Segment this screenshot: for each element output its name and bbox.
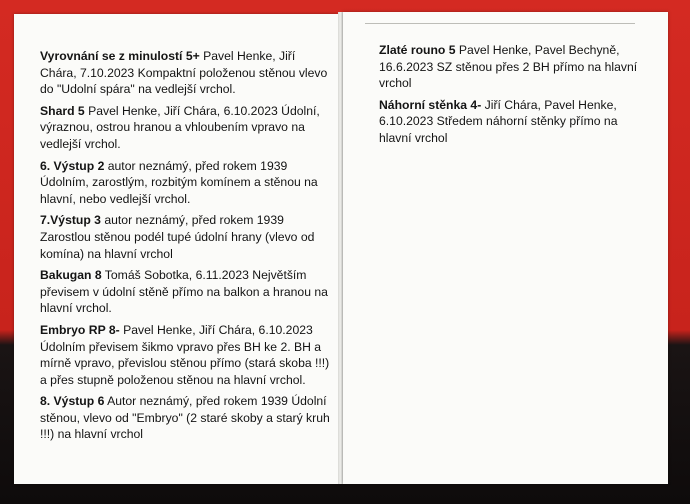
route-list-left bbox=[40, 48, 332, 448]
route-entry bbox=[40, 322, 332, 388]
route-name: Embryo RP 8- bbox=[40, 322, 120, 337]
route-name: 8. Výstup 6 bbox=[40, 394, 105, 409]
route-entry bbox=[40, 393, 332, 443]
route-description: Tomáš Sobotka, 6.11.2023 Největším převisem v údolní stěně přímo na balkon a hranou na hlavní vrchol. bbox=[40, 268, 328, 316]
route-name: 6. Výstup 2 bbox=[40, 158, 105, 173]
route-entry bbox=[40, 212, 332, 262]
route-list-right bbox=[379, 42, 649, 152]
route-name: Bakugan 8 bbox=[40, 268, 102, 283]
route-name: Zlaté rouno 5 bbox=[379, 43, 456, 57]
route-entry bbox=[379, 97, 649, 147]
left-page bbox=[14, 14, 338, 484]
page-top-rule bbox=[365, 23, 635, 24]
route-description: Pavel Henke, Jiří Chára, 6.10.2023 Údolní, výraznou, ostrou hranou a vhloubením vpravo na vedlejší vrchol. bbox=[40, 103, 320, 151]
route-entry bbox=[40, 267, 332, 317]
route-name: Shard 5 bbox=[40, 103, 85, 118]
route-description: Autor neznámý, před rokem 1939 Údolní stěnou, vlevo od "Embryo" (2 staré skoby a starý kruh !!!) na hlavní vrchol bbox=[40, 394, 330, 442]
route-entry bbox=[379, 42, 649, 92]
route-entry bbox=[40, 48, 332, 98]
route-description: Pavel Henke, Pavel Bechyně, 16.6.2023 SZ stěnou přes 2 BH přímo na hlavní vrchol bbox=[379, 43, 638, 91]
route-name: 7.Výstup 3 bbox=[40, 213, 101, 228]
route-name: Náhorní stěnka 4- bbox=[379, 97, 482, 112]
route-entry bbox=[40, 158, 332, 208]
route-description: Pavel Henke, Jiří Chára, 6.10.2023 Údolním převisem šikmo vpravo přes BH ke 2. BH a mírně vpravo, převislou stěnou přímo (stará skoba !!!) a přes stupně položenou stěnou na hlavní vrchol. bbox=[40, 322, 330, 387]
right-page bbox=[343, 12, 668, 484]
route-description: autor neznámý, před rokem 1939 Zarostlou stěnou podél tupé údolní hrany (vlevo od komína) na hlavní vrchol bbox=[40, 213, 315, 261]
route-name: Vyrovnání se z minulostí 5+ bbox=[40, 49, 200, 63]
route-entry bbox=[40, 103, 332, 153]
route-description: Pavel Henke, Jiří Chára, 7.10.2023 Kompaktní položenou stěnou vlevo do "Udolní spára" na vedlejší vrchol. bbox=[40, 49, 328, 97]
route-description: autor neznámý, před rokem 1939 Údolním, zarostlým, rozbitým komínem a stěnou na hlavní, nebo vedlejší vrchol. bbox=[40, 158, 318, 206]
route-description: Jiří Chára, Pavel Henke, 6.10.2023 Středem náhorní stěnky přímo na hlavní vrchol bbox=[379, 97, 618, 145]
